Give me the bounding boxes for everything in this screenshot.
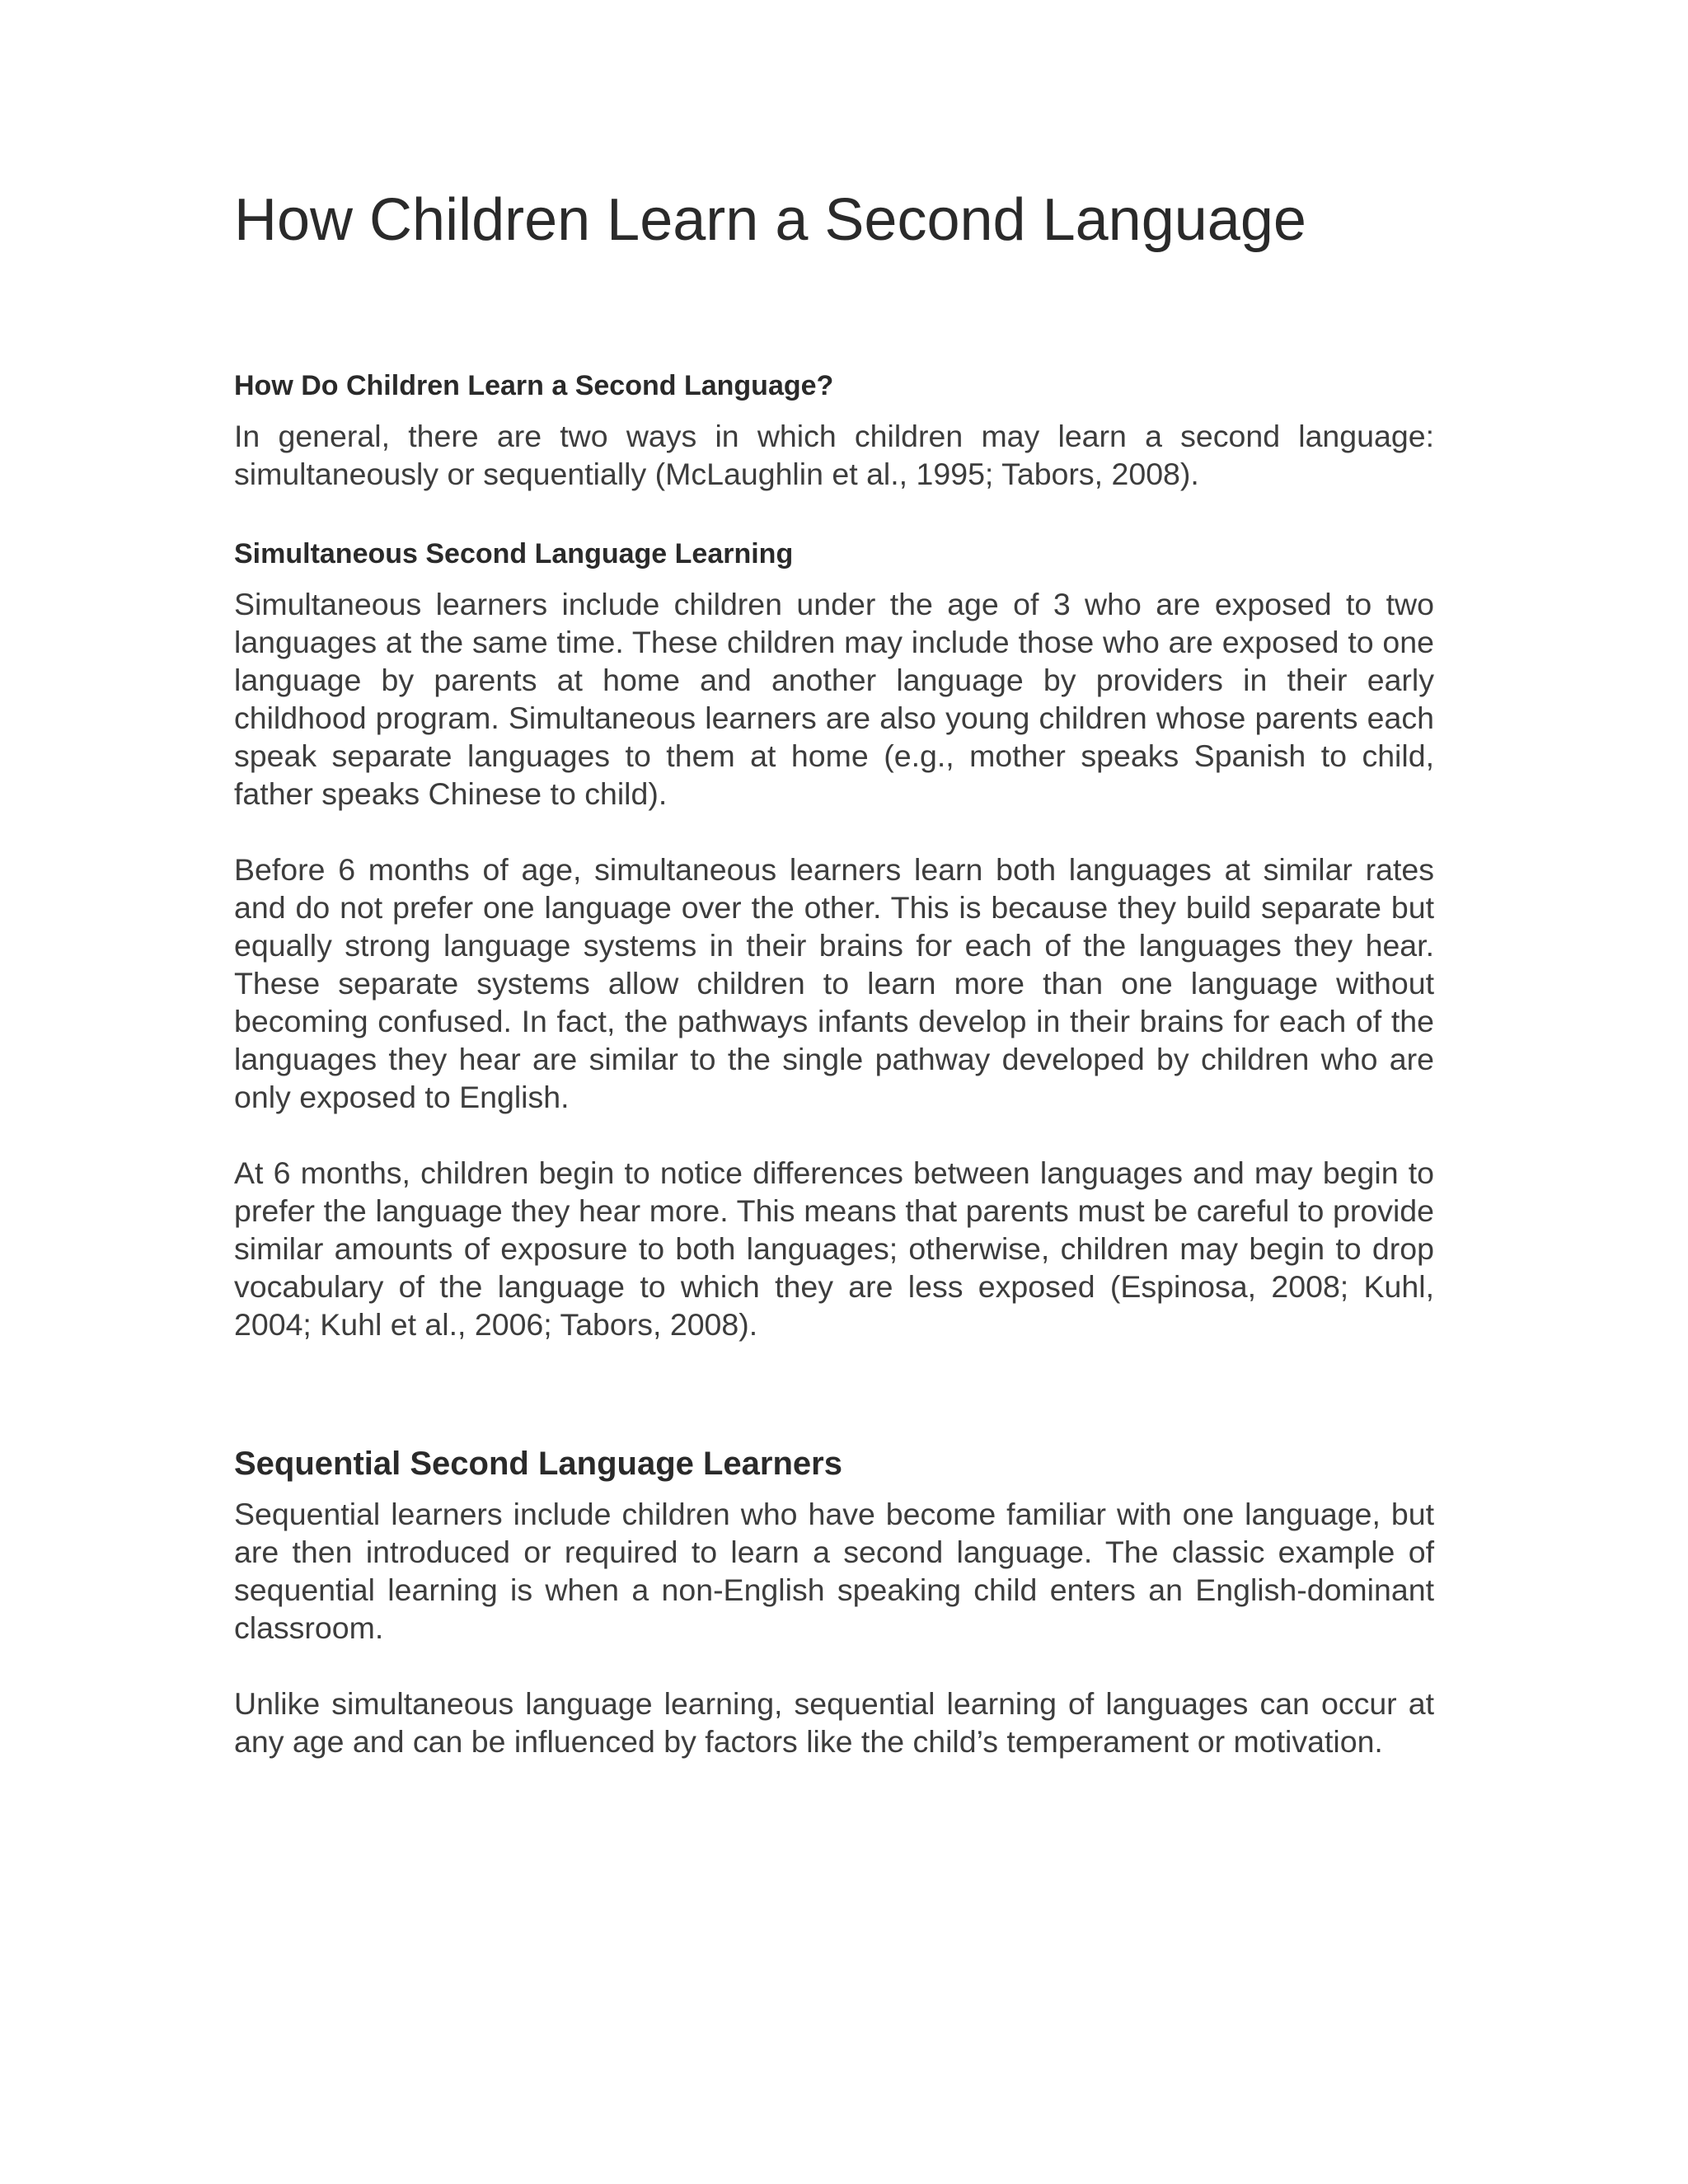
sequential-paragraph-1: Sequential learners include children who have become familiar with one language, but are then introduced or required to learn a second language. The classic example of sequential learning is when a non-English speaking child enters an English-dominant classroom.: [234, 1497, 1434, 1645]
simultaneous-paragraph-1: Simultaneous learners include children under the age of 3 who are exposed to two languages at the same time. These children may include those who are exposed to one language by parents at home and another language by providers in their early childhood program. Simultaneous learners are also young children whose parents each speak separate languages to them at home (e.g., mother speaks Spanish to child, father speaks Chinese to child).: [234, 587, 1434, 811]
sequential-paragraph-2: Unlike simultaneous language learning, sequential learning of languages can occur at any age and can be influenced by factors like the child’s temperament or motivation.: [234, 1686, 1434, 1759]
section-heading-how-do-children: How Do Children Learn a Second Language?: [234, 370, 834, 401]
simultaneous-paragraph-2: Before 6 months of age, simultaneous learners learn both languages at similar rates and do not prefer one language over the other. This is because they build separate but equally strong language systems in their brains for each of the languages they hear. These separate systems allow children to learn more than one language without becoming confused. In fact, the pathways infants develop in their brains for each of the languages they hear are similar to the single pathway developed by children who are only exposed to English.: [234, 852, 1434, 1114]
section-heading-sequential: Sequential Second Language Learners: [234, 1446, 842, 1482]
section-heading-simultaneous: Simultaneous Second Language Learning: [234, 538, 794, 569]
simultaneous-paragraph-3: At 6 months, children begin to notice differences between languages and may begin to prefer the language they hear more. This means that parents must be careful to provide similar amounts of exposure to both languages; otherwise, children may begin to drop vocabulary of the language to which they are less exposed (Espinosa, 2008; Kuhl, 2004; Kuhl et al., 2006; Tabors, 2008).: [234, 1155, 1434, 1342]
document-title: How Children Learn a Second Language: [234, 187, 1306, 253]
intro-paragraph: In general, there are two ways in which children may learn a second language: simultaneously or sequentially (McLaughlin et al., 1995; Tabors, 2008).: [234, 419, 1434, 491]
